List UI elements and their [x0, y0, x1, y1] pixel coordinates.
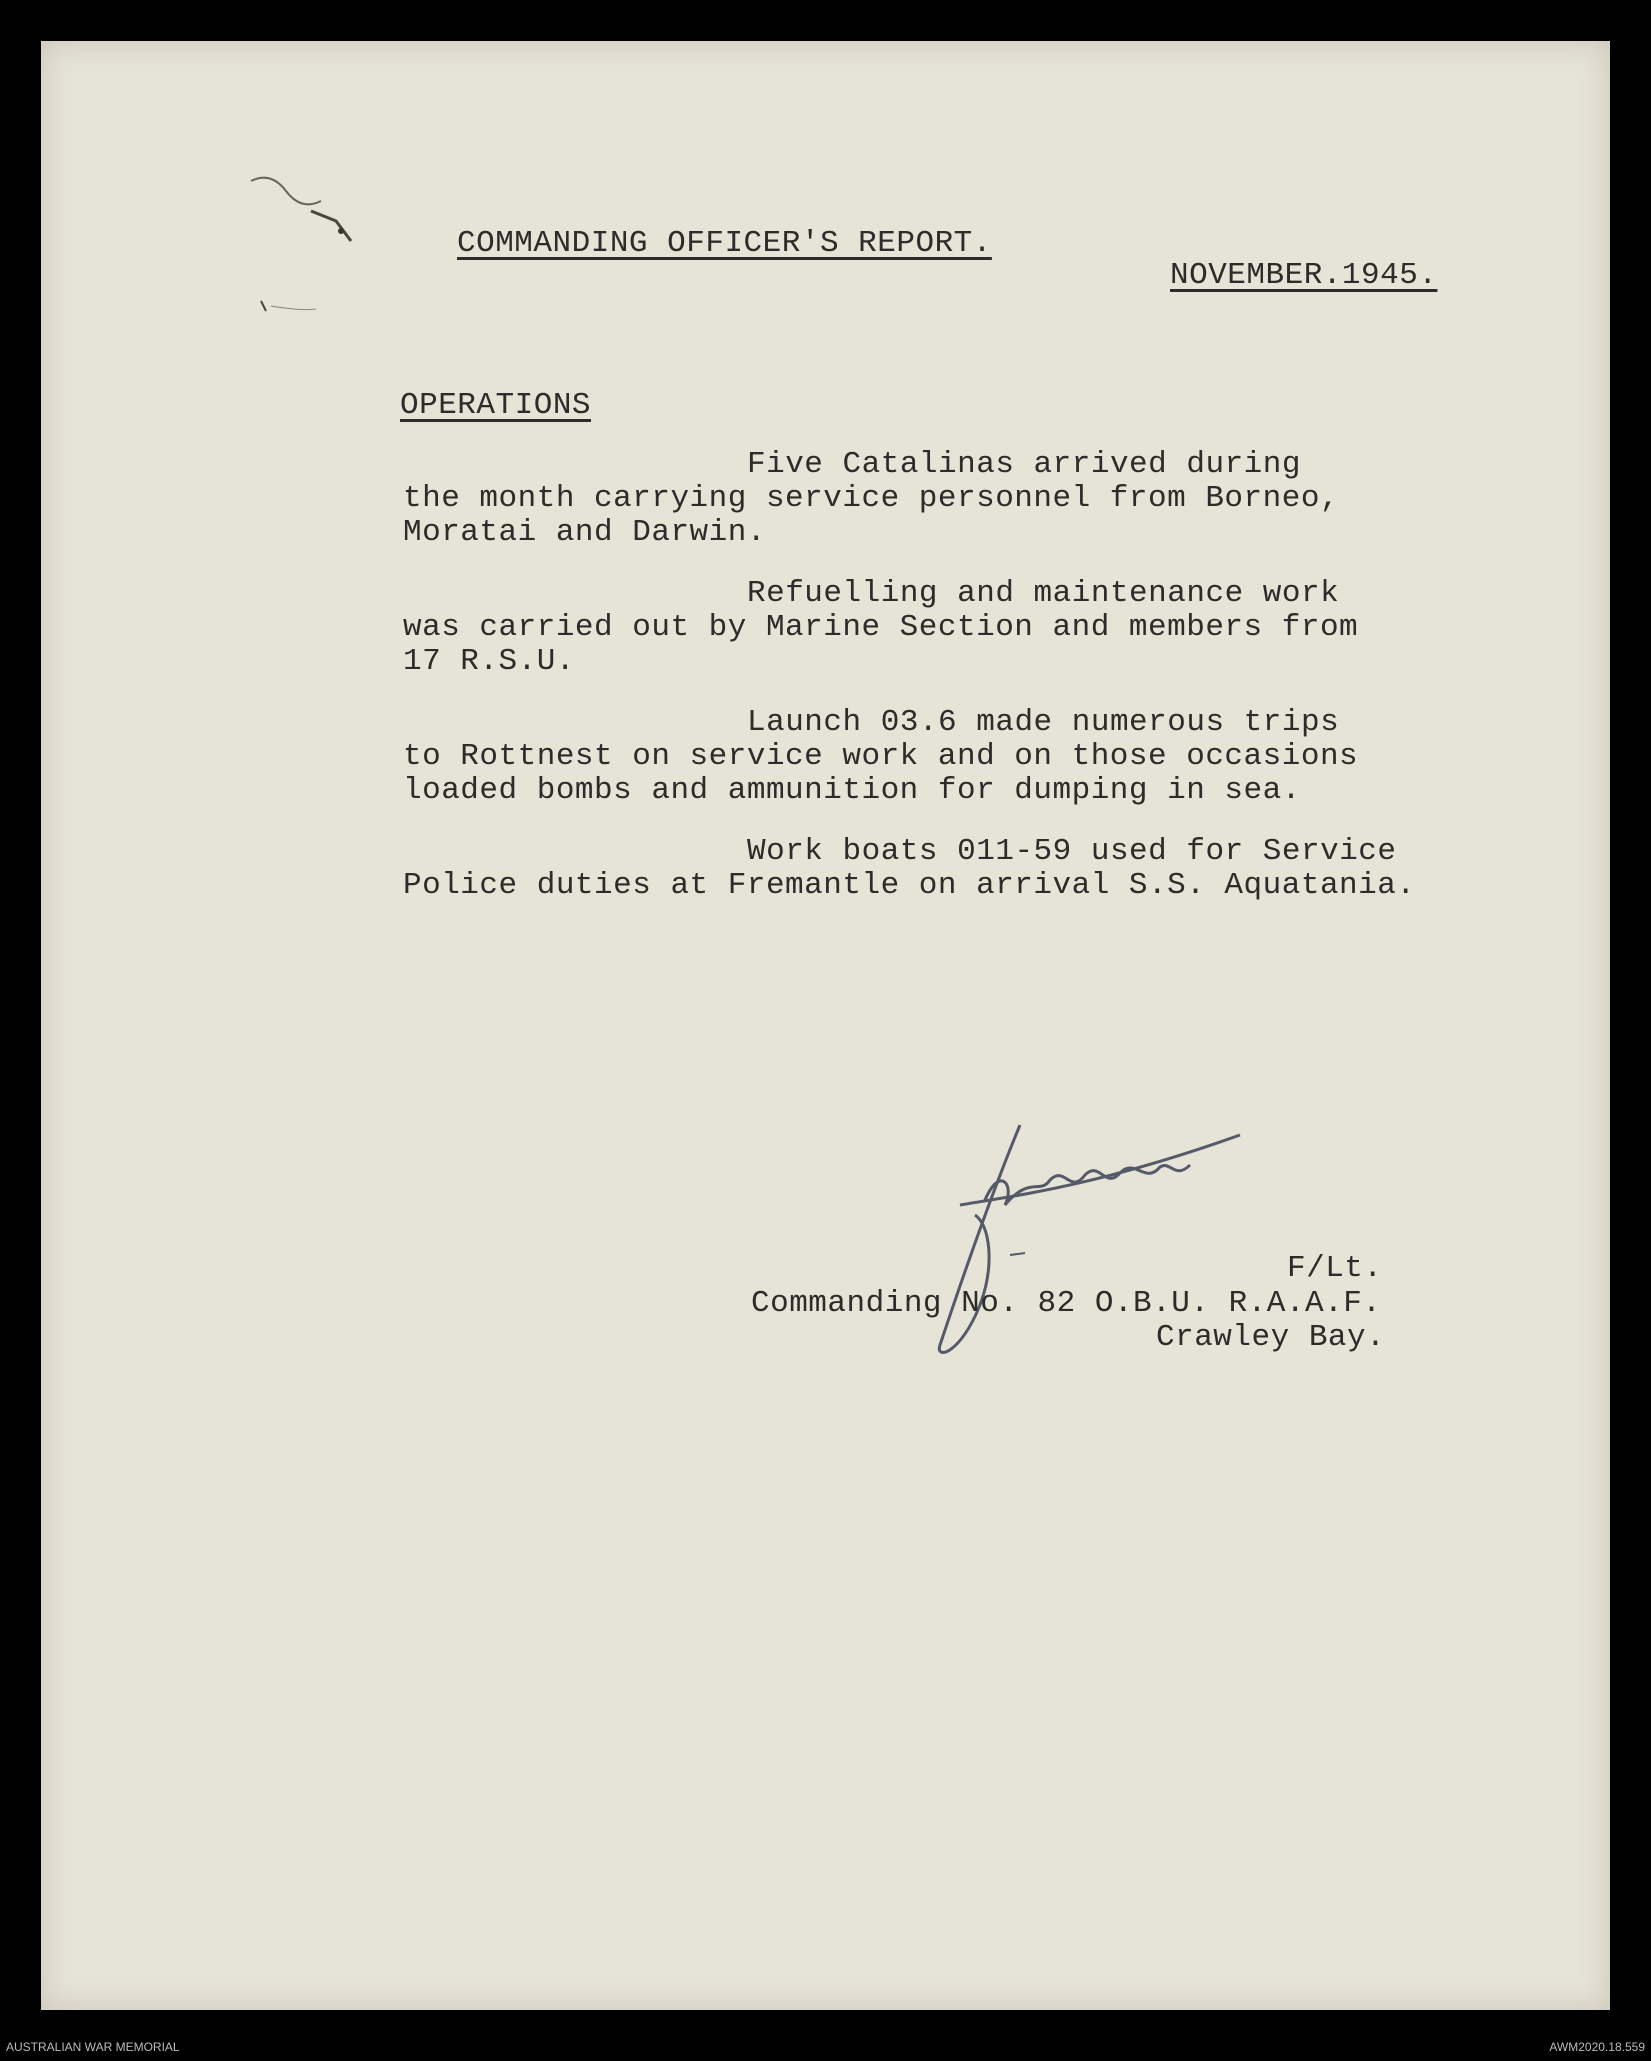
paragraph-2-line-2: was carried out by Marine Section and members from: [403, 610, 1359, 645]
paragraph-2-line-1: Refuelling and maintenance work: [747, 576, 1340, 611]
document-page: [41, 41, 1610, 2010]
signatory-rank: F/Lt.: [1287, 1251, 1383, 1286]
paragraph-2-line-3: 17 R.S.U.: [403, 644, 575, 679]
signatory-location: Crawley Bay.: [1156, 1320, 1386, 1355]
footer-archive-name: AUSTRALIAN WAR MEMORIAL: [6, 2040, 180, 2054]
section-heading: OPERATIONS: [400, 388, 592, 423]
paper-crease-mark: [241, 161, 401, 341]
paragraph-3-line-3: loaded bombs and ammunition for dumping in sea.: [403, 773, 1301, 808]
report-title: COMMANDING OFFICER'S REPORT.: [457, 226, 992, 261]
footer-item-id: AWM2020.18.559: [1549, 2040, 1645, 2054]
paragraph-1-line-2: the month carrying service personnel from Borneo,: [403, 481, 1340, 516]
report-date: NOVEMBER.1945.: [1170, 258, 1438, 293]
paragraph-4-line-2: Police duties at Fremantle on arrival S.S. Aquatania.: [403, 868, 1416, 903]
paragraph-4-line-1: Work boats 011-59 used for Service: [747, 834, 1397, 869]
paragraph-1-line-3: Moratai and Darwin.: [403, 515, 766, 550]
paragraph-3-line-2: to Rottnest on service work and on those occasions: [403, 739, 1359, 774]
paragraph-3-line-1: Launch 03.6 made numerous trips: [747, 705, 1340, 740]
paragraph-1-line-1: Five Catalinas arrived during: [747, 447, 1301, 482]
signatory-unit: Commanding No. 82 O.B.U. R.A.A.F.: [751, 1286, 1382, 1321]
